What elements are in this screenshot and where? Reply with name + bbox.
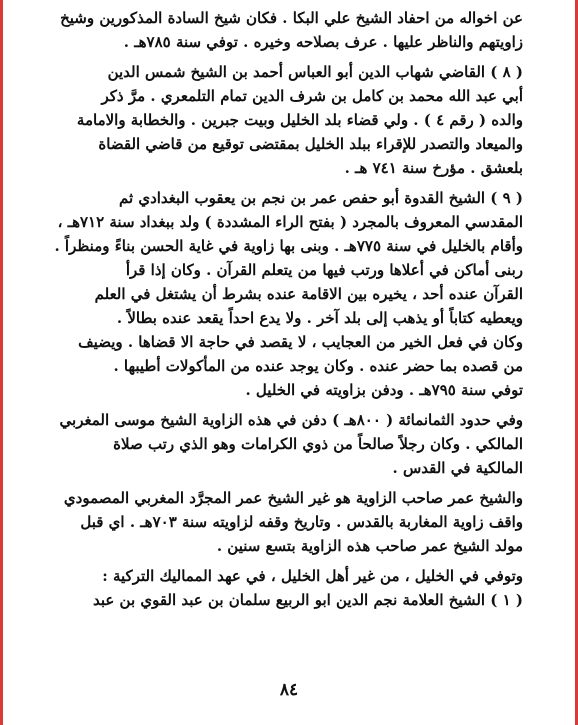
text-line: والده ( رقم ٤ ) . ولي قضاء بلد الخليل وبيت جبرين . والخطابة والامامة: [76, 111, 523, 129]
text-line: عن اخواله من احفاد الشيخ علي البكا . فكان شيخ السادة المذكورين وشيخ: [60, 9, 523, 27]
text-line: من قصده بما حضر عنده . وكان يوجد عنده من المأكولات أطيبها .: [113, 357, 523, 375]
text-line: ويعطيه كتاباً أو يذهب إلى بلد آخر . ولا يدع احداً يقعد عنده بطالاً .: [116, 309, 523, 327]
text-line: وفي حدود الثمانمائة ( ٨٠٠هـ ) دفن في هذه الزاوية الشيخ موسى المغربي: [59, 411, 523, 429]
text-line: توفي سنة ٧٩٥هـ . ودفن بزاويته في الخليل .: [245, 381, 523, 399]
paragraph-5: [45, 486, 523, 558]
text-line: ( ٨ ) القاضي شهاب الدين أبو العباس أحمد بن الشيخ شمس الدين: [107, 63, 523, 81]
page-number: ٨٤: [279, 680, 299, 700]
text-line: بلعشق . مؤرخ سنة ٧٤١ هـ .: [344, 159, 523, 177]
text-line: ( ١ ) الشيخ العلامة نجم الدين ابو الربيع سلمان بن عبد القوي بن عبد: [92, 591, 523, 609]
text-line: ( ٩ ) الشيخ القدوة أبو حفص عمر بن نجم بن يعقوب البغدادي ثم: [118, 189, 523, 207]
text-line: أبي عبد الله محمد بن كامل بن شرف الدين تمام التلمعري . مرَّ ذكر: [101, 87, 523, 105]
paragraph-6: [45, 564, 523, 612]
text-line: المالكي . وكان رجلاً صالحاً من ذوي الكرامات وهو الذي رتب صلاة: [113, 435, 523, 453]
paragraph-4: [45, 408, 523, 480]
text-line: وكان في فعل الخير من العجايب ، لا يقصد في حاجة الا قضاها . ويضيف: [78, 333, 523, 351]
text-line: والميعاد والتصدر للإقراء ببلد الخليل بمقتضى توقيع من قاضي القضاة: [98, 135, 523, 153]
page-body: [45, 6, 523, 618]
text-line: وأقام بالخليل في سنة ٧٧٥هـ . وبنى بها زاوية في غاية الحسن بناءً ومنظراً .: [54, 237, 523, 255]
text-line: القرآن عنده أحد ، يخيره بين الاقامة عنده بشرط أن يشتغل في العلم: [94, 285, 523, 303]
paragraph-2: [45, 60, 523, 180]
text-line: واقف زاوية المغاربة بالقدس . وتاريخ وقفه لزاويته سنة ٧٠٣هـ . اي قبل: [80, 513, 523, 531]
text-line: وتوفي في الخليل ، من غير أهل الخليل ، في عهد المماليك التركية :: [102, 567, 523, 585]
text-line: زاويتهم والناظر عليها . عرف بصلاحه وخيره . توفي سنة ٧٨٥هـ .: [123, 33, 523, 51]
text-line: ربنى أماكن في أعلاها ورتب فيها من يتعلم القرآن . وكان إذا قرأ: [125, 261, 523, 279]
text-line: المالكية في القدس .: [392, 459, 523, 477]
text-line: المقدسي المعروف بالمجرد ( بفتح الراء المشددة ) ولد ببغداد سنة ٧١٢هـ ،: [57, 213, 523, 231]
paragraph-3: [45, 186, 523, 402]
paragraph-1: [45, 6, 523, 54]
text-line: والشيخ عمر صاحب الزاوية هو غير الشيخ عمر المجرَّد المغربي المصمودي: [63, 489, 523, 507]
text-line: مولد الشيخ عمر صاحب هذه الزاوية بتسع سنين .: [216, 537, 523, 555]
